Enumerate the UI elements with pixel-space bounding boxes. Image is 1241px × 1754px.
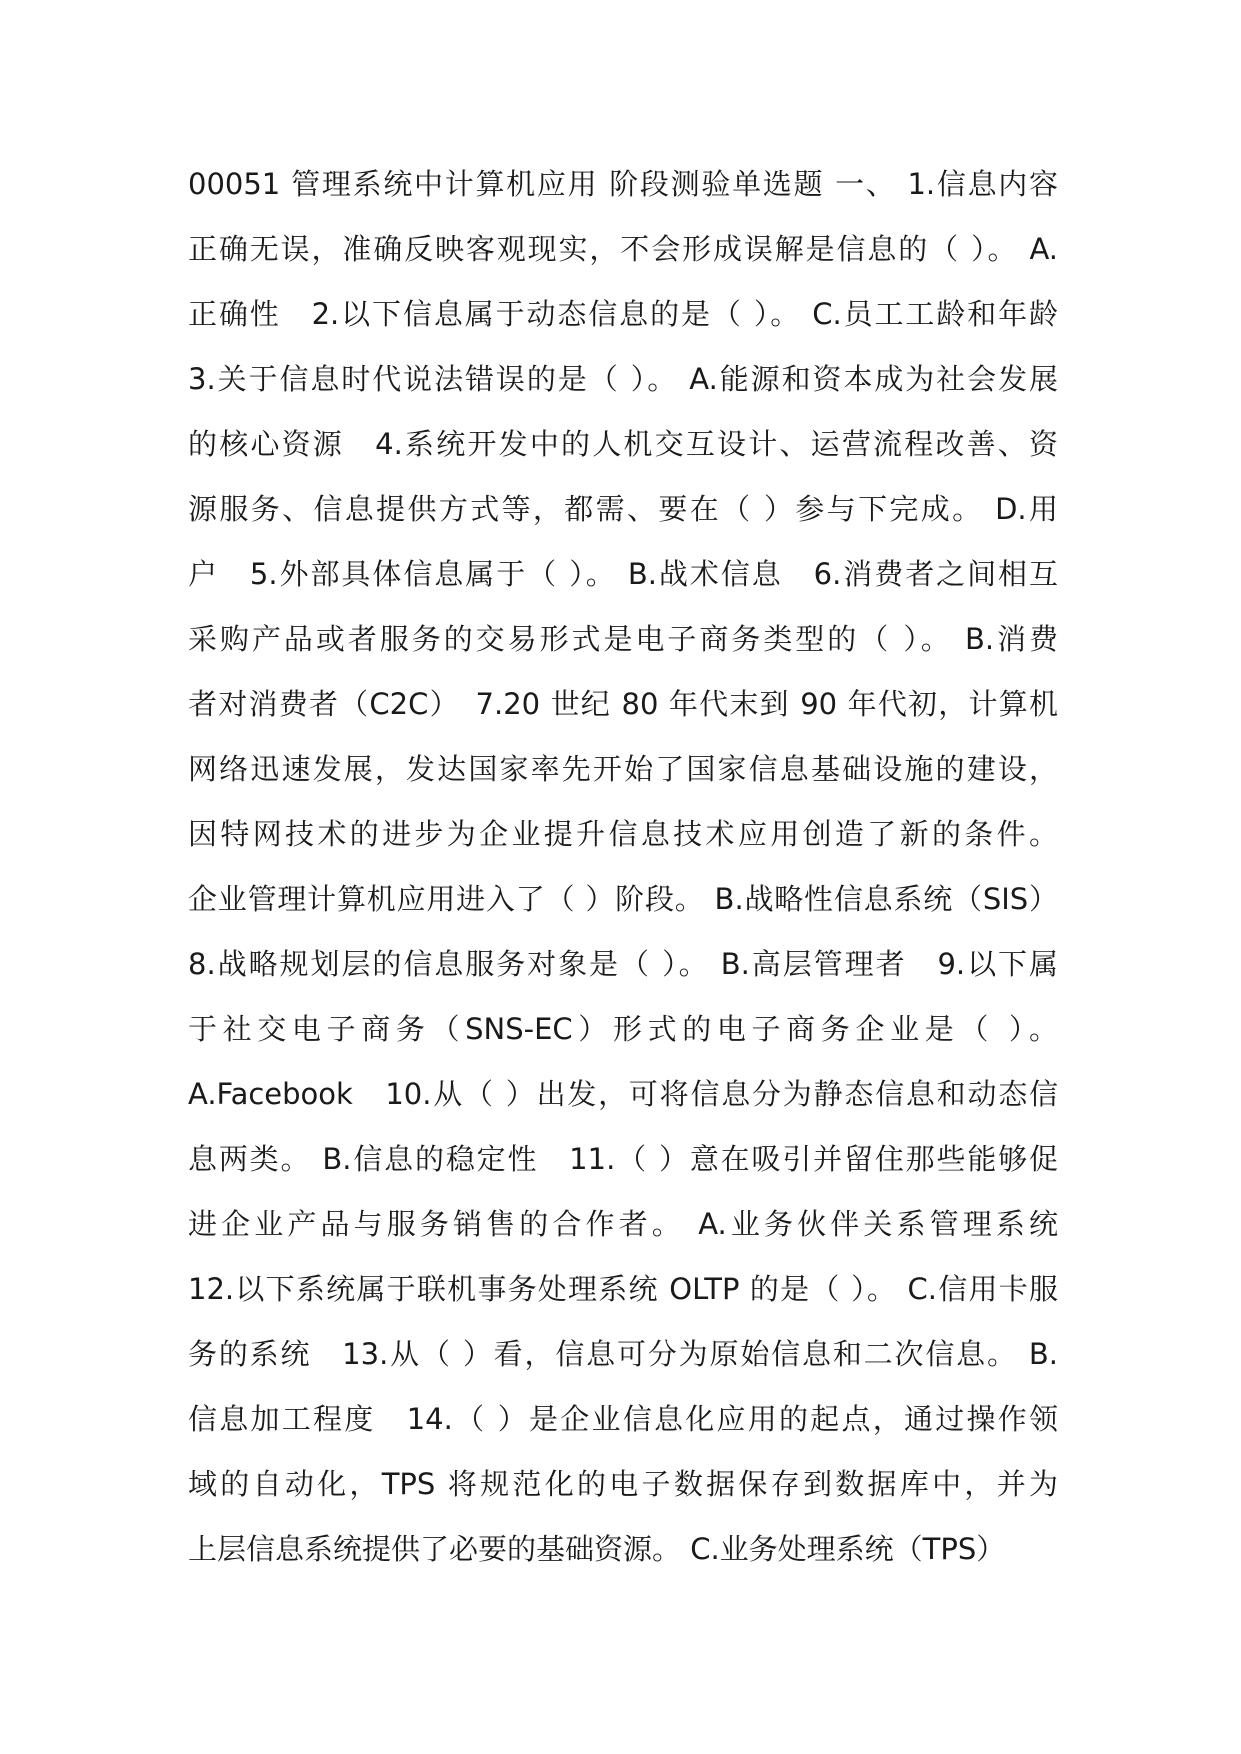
text-line: 息两类。 B.信息的稳定性 11.（ ）意在吸引并留住那些能够促 <box>188 1142 1058 1176</box>
text-line: 8.战略规划层的信息服务对象是（ ）。 B.高层管理者 9.以下属 <box>188 947 1058 981</box>
text-line: 00051 管理系统中计算机应用 阶段测验单选题 一、 1.信息内容 <box>188 167 1058 201</box>
text-line: 于社交电子商务（SNS-EC）形式的电子商务企业是（ ）。 <box>188 1012 1058 1046</box>
text-line: 正确无误，准确反映客观现实，不会形成误解是信息的（ ）。 A. <box>188 232 1058 266</box>
text-line: 因特网技术的进步为企业提升信息技术应用创造了新的条件。 <box>188 817 1058 851</box>
text-line: 信息加工程度 14.（ ）是企业信息化应用的起点，通过操作领 <box>188 1402 1058 1436</box>
document-body <box>188 152 1058 1582</box>
text-line: 的核心资源 4.系统开发中的人机交互设计、运营流程改善、资 <box>188 427 1058 461</box>
text-line: 正确性 2.以下信息属于动态信息的是（ ）。 C.员工工龄和年龄 <box>188 297 1058 331</box>
text-line: 源服务、信息提供方式等，都需、要在（ ）参与下完成。 D.用 <box>188 492 1058 526</box>
text-line: 户 5.外部具体信息属于（ ）。 B.战术信息 6.消费者之间相互 <box>188 557 1058 591</box>
text-line: 上层信息系统提供了必要的基础资源。 C.业务处理系统（TPS） <box>188 1532 1006 1566</box>
text-line: 网络迅速发展，发达国家率先开始了国家信息基础设施的建设， <box>188 752 1058 786</box>
text-line: 12.以下系统属于联机事务处理系统 OLTP 的是（ ）。 C.信用卡服 <box>188 1272 1058 1306</box>
text-line: 采购产品或者服务的交易形式是电子商务类型的（ ）。 B.消费 <box>188 622 1058 656</box>
text-line: 进企业产品与服务销售的合作者。 A.业务伙伴关系管理系统 <box>188 1207 1058 1241</box>
text-line: 3.关于信息时代说法错误的是（ ）。 A.能源和资本成为社会发展 <box>188 362 1058 396</box>
text-line: 域的自动化，TPS 将规范化的电子数据保存到数据库中，并为 <box>188 1467 1058 1501</box>
text-line: A.Facebook 10.从（ ）出发，可将信息分为静态信息和动态信 <box>188 1077 1058 1111</box>
text-line: 者对消费者（C2C） 7.20 世纪 80 年代末到 90 年代初，计算机 <box>188 687 1058 721</box>
text-line: 企业管理计算机应用进入了（ ）阶段。 B.战略性信息系统（SIS） <box>188 882 1058 916</box>
text-line: 务的系统 13.从（ ）看，信息可分为原始信息和二次信息。 B. <box>188 1337 1058 1371</box>
